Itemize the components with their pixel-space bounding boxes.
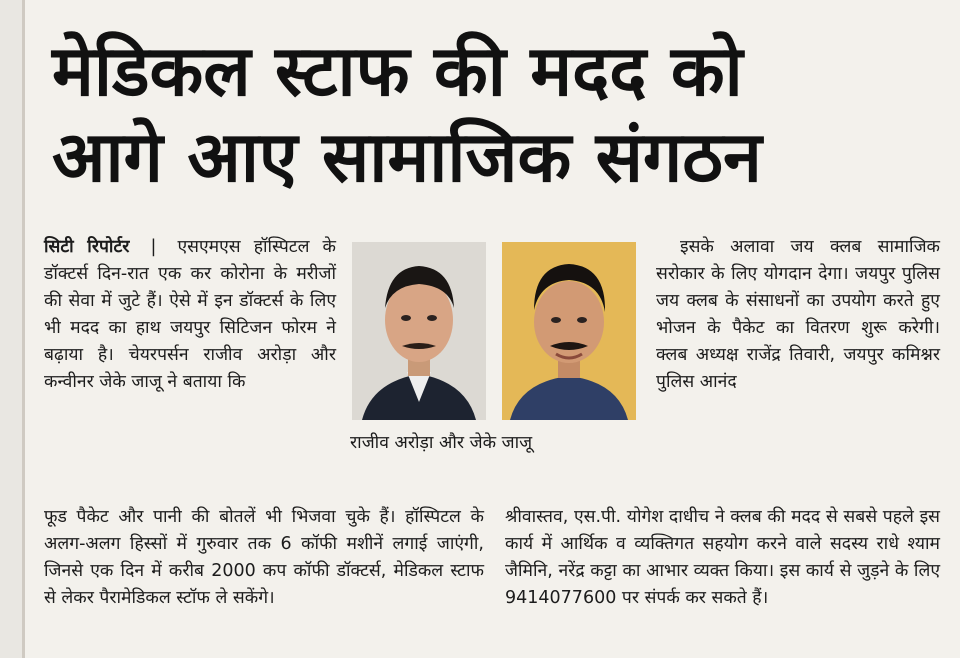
photo-rajeev-arora <box>352 242 486 420</box>
left-column-continued: फूड पैकेट और पानी की बोतलें भी भिजवा चुके हैं। हॉस्पिटल के अलग-अलग हिस्सों में गुरुवार तक 6 कॉफी मशीनें लगाई जाएंगी, जिनसे एक दिन में करीब 2000 कप कॉफी डॉक्टर्स, मेडिकल स्टाफ से लेकर पैरामेडिकल स्टॉफ ले सकेंगे। <box>44 507 484 608</box>
right-column: इसके अलावा जय क्लब सामाजिक सरोकार के लिए योगदान देगा। जयपुर पुलिस जय क्लब के संसाधनों का उपयोग करते हुए भोजन के पैकेट का वितरण शुरू करेगी। क्लब अध्यक्ष राजेंद्र तिवारी, जयपुर कमिश्नर पुलिस आनंद <box>656 237 940 392</box>
byline-separator: | <box>150 237 157 257</box>
portrait-1-illustration <box>352 242 486 420</box>
headline-line-1: मेडिकल स्टाफ की मदद को <box>52 30 743 112</box>
left-column-lead: एसएमएस हॉस्पिटल के डॉक्टर्स दिन-रात एक कर कोरोना के मरीजों की सेवा में जुटे हैं। ऐसे में इन डॉक्टर्स के लिए भी मदद का हाथ जयपुर सिटिजन फोरम ने बढ़ाया है। चेयरपर्सन राजीव अरोड़ा और कन्वीनर जेके जाजू ने बताया कि <box>44 237 336 392</box>
headline-line-2: आगे आए सामाजिक संगठन <box>52 116 762 198</box>
portrait-2-illustration <box>502 242 636 420</box>
page-edge-rule <box>22 0 25 658</box>
photo-caption: राजीव अरोड़ा और जेके जाजू <box>350 433 533 453</box>
right-column-continued: श्रीवास्तव, एस.पी. योगेश दाधीच ने क्लब की मदद से सबसे पहले इस कार्य में आर्थिक व व्यक्तिगत सहयोग करने वाले सदस्य राधे श्याम जैमिनि, नरेंद्र कट्टा का आभार व्यक्त किया। इस कार्य से जुड़ने के लिए 9414077600 पर संपर्क कर सकते हैं। <box>505 507 940 608</box>
headline <box>52 28 952 200</box>
photo-jk-jaju <box>502 242 636 420</box>
left-column <box>44 234 336 396</box>
byline: सिटी रिपोर्टर <box>44 237 130 257</box>
